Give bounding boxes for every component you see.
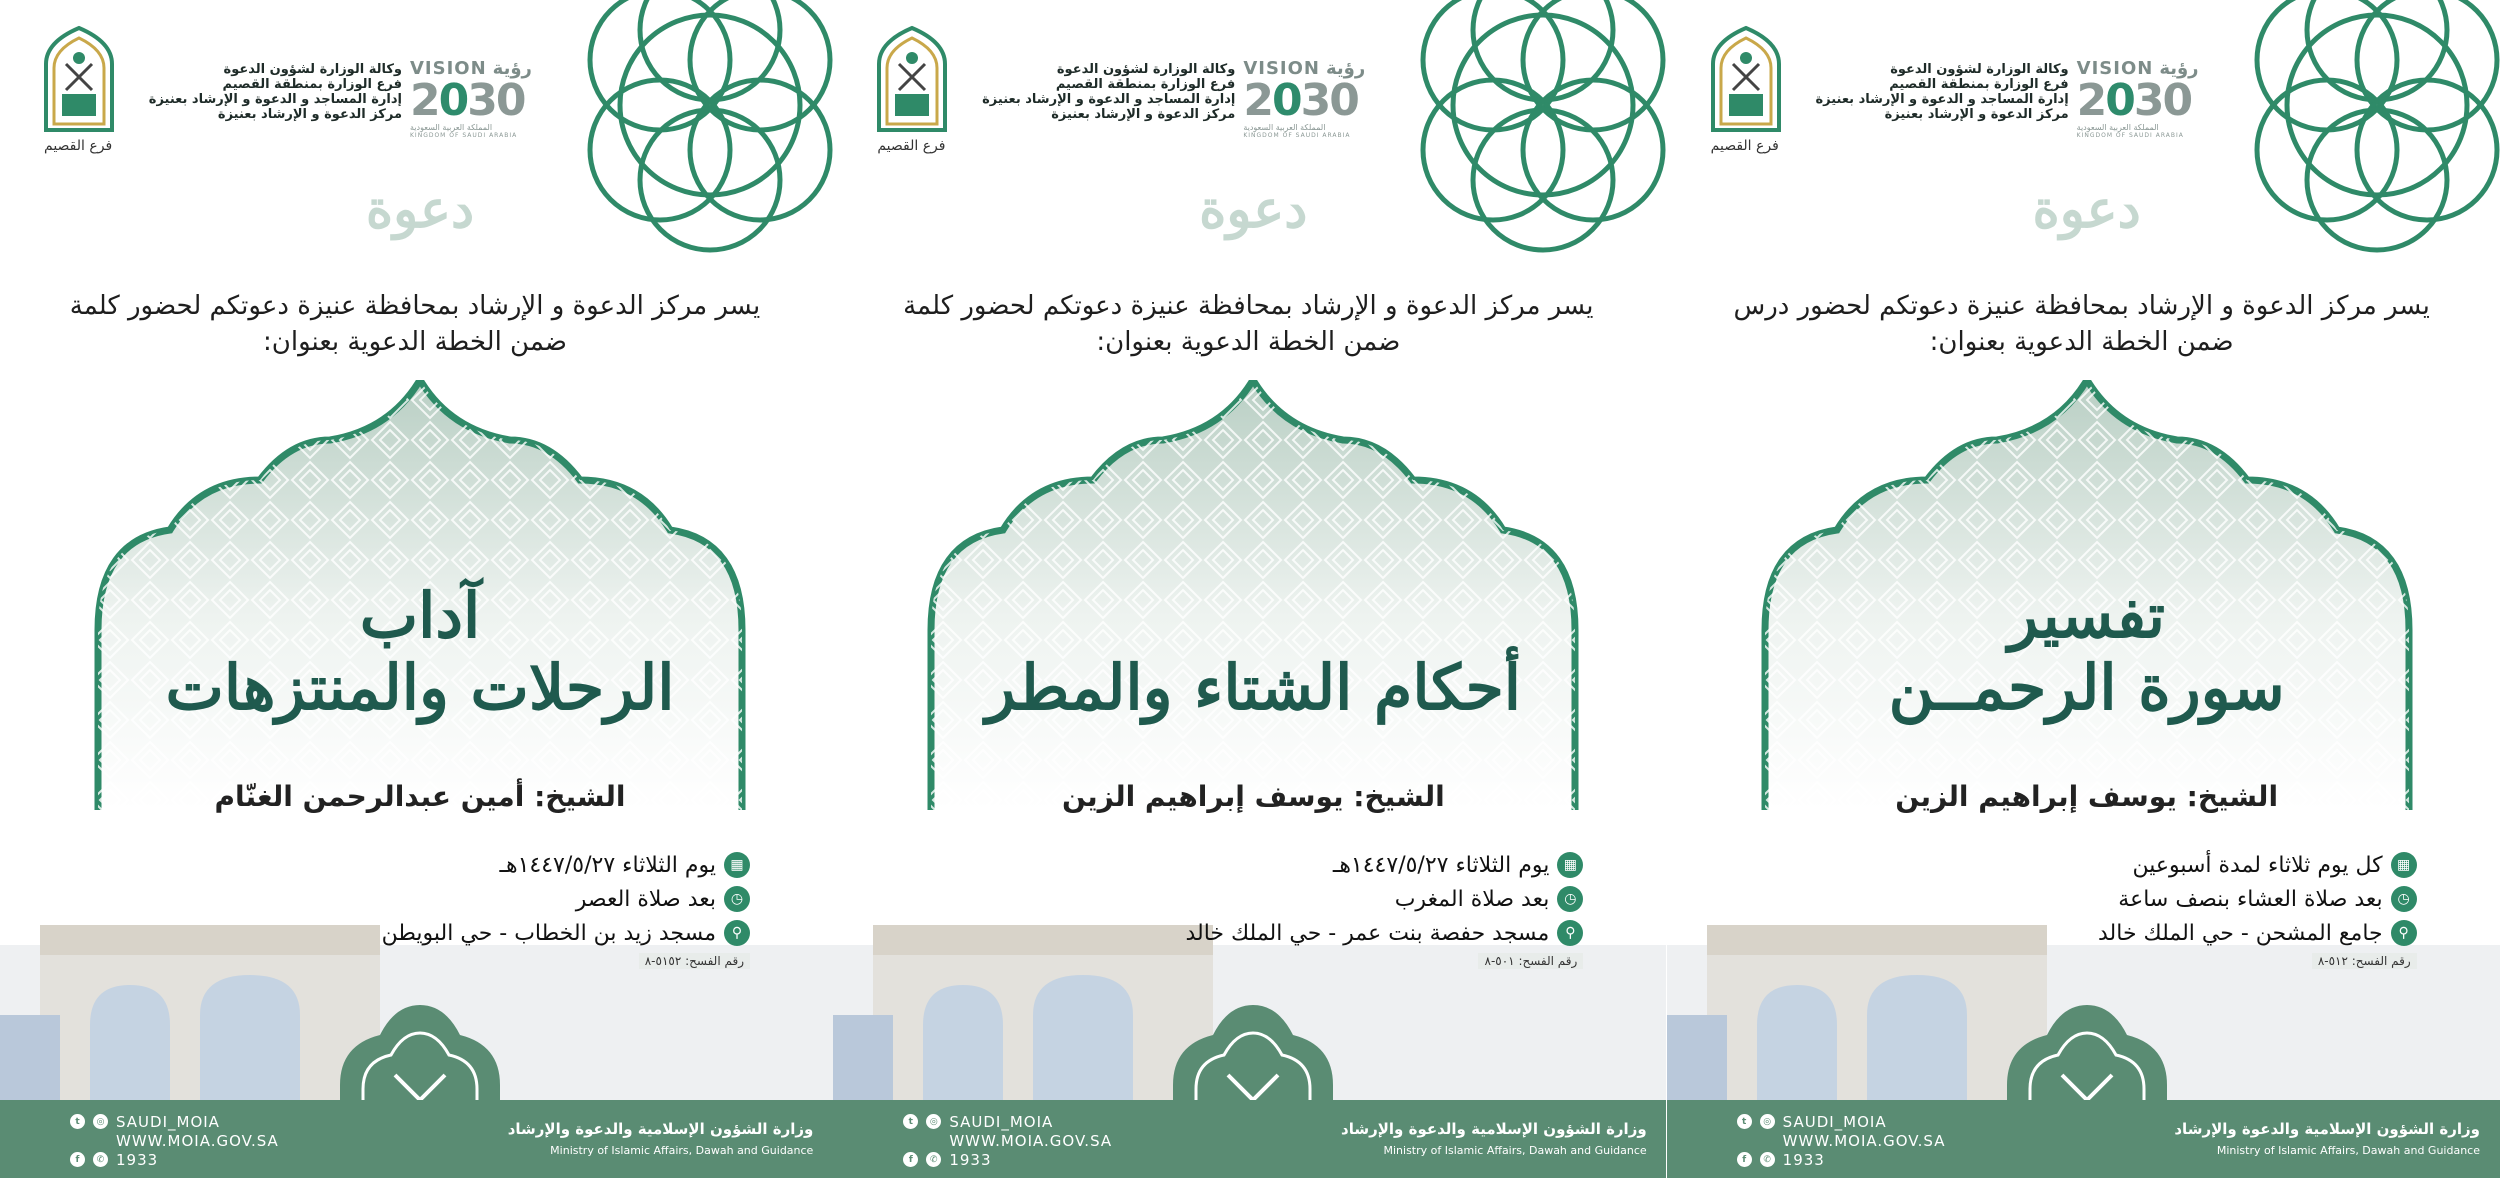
time-row [330,882,750,916]
website-link[interactable]: WWW.MOIA.GOV.SA [1782,1131,1946,1150]
title-line-2: الرحلات والمنتزهات [165,651,675,724]
place-row [1163,916,1583,950]
title-arch [90,380,750,813]
social-row [903,1112,1163,1131]
website-row [903,1131,1163,1150]
twitter-icon[interactable]: t [70,1114,85,1129]
ministry-name-en: Ministry of Islamic Affairs, Dawah and Guidance [550,1144,814,1157]
twitter-icon[interactable]: t [903,1114,918,1129]
ministry-name-en: Ministry of Islamic Affairs, Dawah and Guidance [1383,1144,1647,1157]
dawah-watermark: دعوة [365,179,475,240]
intro-line-2: ضمن الخطة الدعوية بعنوان: [1929,327,2234,357]
lecture-title [1757,580,2417,724]
social-handle: SAUDI_MOIA [949,1112,1054,1131]
event-details [1163,848,1583,969]
vision-year: 2030 [2076,75,2192,126]
ministry-footer-text [1327,1120,1647,1157]
vision-word: VISION [1243,58,1320,79]
intro-line-1: يسر مركز الدعوة و الإرشاد بمحافظة عنيزة دعوتكم لحضور كلمة [903,291,1594,321]
lecture-title [923,652,1583,724]
invitation-text [30,288,800,360]
social-links [70,1112,330,1169]
agency-line: فرع الوزارة بمنطقة القصيم [1889,77,2069,92]
event-time: بعد صلاة العشاء بنصف ساعة [2118,886,2383,912]
vision-2030-logo [1243,58,1366,139]
facebook-icon[interactable]: f [903,1152,918,1167]
poster-header [873,24,1366,159]
vision-2030-logo [410,58,530,138]
event-date: كل يوم ثلاثاء لمدة أسبوعين [2132,852,2383,878]
phone-icon[interactable]: ✆ [1760,1152,1775,1167]
title-line-2: سورة الرحمــن [1888,651,2285,724]
social-handle: SAUDI_MOIA [116,1112,220,1131]
date-row [330,848,750,882]
title-arch [1757,380,2417,813]
date-row [1163,848,1583,882]
poster-3 [1667,0,2500,1178]
agency-line: فرع الوزارة بمنطقة القصيم [222,77,402,92]
website-link[interactable]: WWW.MOIA.GOV.SA [949,1131,1113,1150]
website-row [1737,1131,1997,1150]
branch-label: فرع القصيم [1710,138,1779,154]
event-place: جامع المشحن - حي الملك خالد [2097,920,2383,946]
agency-line: مركز الدعوة و الإرشاد بعنيزة [1051,107,1236,122]
phone-number: 1933 [949,1150,992,1169]
social-row [1737,1112,1997,1131]
phone-number: 1933 [116,1150,159,1169]
instagram-icon[interactable]: ◎ [93,1114,108,1129]
agency-line: وكالة الوزارة لشؤون الدعوة [1056,62,1236,77]
vision-ar: رؤية [1325,58,1366,79]
agency-line: مركز الدعوة و الإرشاد بعنيزة [217,107,402,122]
vision-sub-ar: المملكة العربية السعودية [1243,123,1326,132]
vision-ar: رؤية [492,58,532,79]
agency-line: مركز الدعوة و الإرشاد بعنيزة [1884,107,2069,122]
agency-line: إدارة المساجد و الدعوة و الإرشاد بعنيزة [148,92,402,107]
lecture-title [90,580,750,724]
dawah-watermark: دعوة [1199,179,1308,240]
intro-line-1: يسر مركز الدعوة و الإرشاد بمحافظة عنيزة دعوتكم لحضور درس [1733,291,2430,321]
ministry-name-ar: وزارة الشؤون الإسلامية والدعوة والإرشاد [507,1120,814,1138]
vision-2030-logo [2077,58,2197,138]
location-pin-icon: ⚲ [724,920,750,946]
vision-sub-en: KINGDOM OF SAUDI ARABIA [410,132,518,139]
vision-sub-en: KINGDOM OF SAUDI ARABIA [1243,132,1351,139]
poster-header [40,24,532,159]
time-row [1163,882,1583,916]
title-arch [923,380,1583,813]
instagram-icon[interactable]: ◎ [1760,1114,1775,1129]
intro-line-2: ضمن الخطة الدعوية بعنوان: [1096,327,1401,357]
website-link[interactable]: WWW.MOIA.GOV.SA [116,1131,279,1150]
facebook-icon[interactable]: f [70,1152,85,1167]
ministry-name-en: Ministry of Islamic Affairs, Dawah and Guidance [2216,1144,2480,1157]
event-time: بعد صلاة المغرب [1394,886,1550,912]
date-row [1997,848,2417,882]
event-details [1997,848,2417,969]
phone-icon[interactable]: ✆ [93,1152,108,1167]
event-details [330,848,750,969]
place-row [1997,916,2417,950]
vision-year: 2030 [1243,75,1358,126]
poster-1 [0,0,833,1178]
event-date: يوم الثلاثاء ١٤٤٧/٥/٢٧هـ [499,852,716,878]
agency-text [132,62,402,122]
arch-frame-icon [923,380,1583,810]
twitter-icon[interactable]: t [1737,1114,1752,1129]
vision-word: VISION [2076,58,2154,79]
website-row [70,1131,330,1150]
social-row [70,1112,330,1131]
event-place: مسجد زيد بن الخطاب - حي البويطن [381,920,716,946]
time-row [1997,882,2417,916]
social-links [903,1112,1163,1169]
calendar-icon: ▦ [2391,852,2417,878]
phone-icon[interactable]: ✆ [926,1152,941,1167]
instagram-icon[interactable]: ◎ [926,1114,941,1129]
event-place: مسجد حفصة بنت عمر - حي الملك خالد [1185,920,1550,946]
permit-number: رقم الفسح: ٥٠١-٨ [1478,953,1583,969]
calendar-icon: ▦ [724,852,750,878]
dawah-watermark: دعوة [2032,179,2141,240]
agency-line: فرع الوزارة بمنطقة القصيم [1055,77,1236,92]
branch-label: فرع القصيم [877,138,946,154]
branch-label: فرع القصيم [44,138,113,154]
place-row [330,916,750,950]
sheikh-name: الشيخ: يوسف إبراهيم الزين [1061,780,1445,813]
permit-number: رقم الفسح: ٥١٢-٨ [2312,953,2417,969]
social-links [1737,1112,1997,1169]
social-handle: SAUDI_MOIA [1782,1112,1887,1131]
clock-icon: ◷ [724,886,750,912]
event-date: يوم الثلاثاء ١٤٤٧/٥/٢٧هـ [1332,852,1550,878]
vision-word: VISION [410,58,487,79]
ministry-name-ar: وزارة الشؤون الإسلامية والدعوة والإرشاد [1341,1120,1647,1138]
location-pin-icon: ⚲ [1557,920,1583,946]
decorative-rings-icon [2227,0,2500,270]
agency-line: إدارة المساجد و الدعوة و الإرشاد بعنيزة [982,92,1236,107]
ministry-emblem-icon [1707,24,1785,132]
decorative-rings-icon [1393,0,1666,270]
agency-text [1799,62,2069,122]
invitation-text [863,288,1633,360]
clock-icon: ◷ [2391,886,2417,912]
location-pin-icon: ⚲ [2391,920,2417,946]
ministry-emblem-icon [873,24,951,132]
phone-number: 1933 [1782,1150,1825,1169]
intro-line-2: ضمن الخطة الدعوية بعنوان: [263,327,567,357]
event-time: بعد صلاة العصر [575,886,716,912]
ministry-footer-text [493,1120,813,1157]
vision-sub-ar: المملكة العربية السعودية [2076,123,2159,132]
ministry-name-ar: وزارة الشؤون الإسلامية والدعوة والإرشاد [2174,1120,2480,1138]
facebook-icon[interactable]: f [1737,1152,1752,1167]
poster-2 [833,0,1666,1178]
phone-row [1737,1150,1997,1169]
invitation-text [1697,288,2467,360]
title-line-1: آداب [359,579,481,652]
intro-line-1: يسر مركز الدعوة و الإرشاد بمحافظة عنيزة دعوتكم لحضور كلمة [69,291,761,321]
agency-line: وكالة الوزارة لشؤون الدعوة [223,62,402,77]
vision-sub-ar: المملكة العربية السعودية [410,123,493,132]
sheikh-name: الشيخ: يوسف إبراهيم الزين [1895,780,2279,813]
calendar-icon: ▦ [1557,852,1583,878]
permit-number: رقم الفسح: ٥١٥٢-٨ [639,953,750,969]
phone-row [903,1150,1163,1169]
ministry-footer-text [2160,1120,2480,1157]
vision-year: 2030 [410,75,525,126]
vision-sub-en: KINGDOM OF SAUDI ARABIA [2076,132,2184,139]
vision-ar: رؤية [2159,58,2199,79]
sheikh-name: الشيخ: أمين عبدالرحمن الغنّام [214,780,626,813]
agency-text [965,62,1235,122]
ministry-emblem-icon [40,24,118,132]
title-line-1: تفسير [2008,579,2166,652]
decorative-rings-icon [560,0,833,270]
clock-icon: ◷ [1557,886,1583,912]
poster-header [1707,24,2199,159]
agency-line: وكالة الوزارة لشؤون الدعوة [1890,62,2069,77]
agency-line: إدارة المساجد و الدعوة و الإرشاد بعنيزة [1815,92,2069,107]
title-line-2: أحكام الشتاء والمطر [985,651,1522,724]
phone-row [70,1150,330,1169]
